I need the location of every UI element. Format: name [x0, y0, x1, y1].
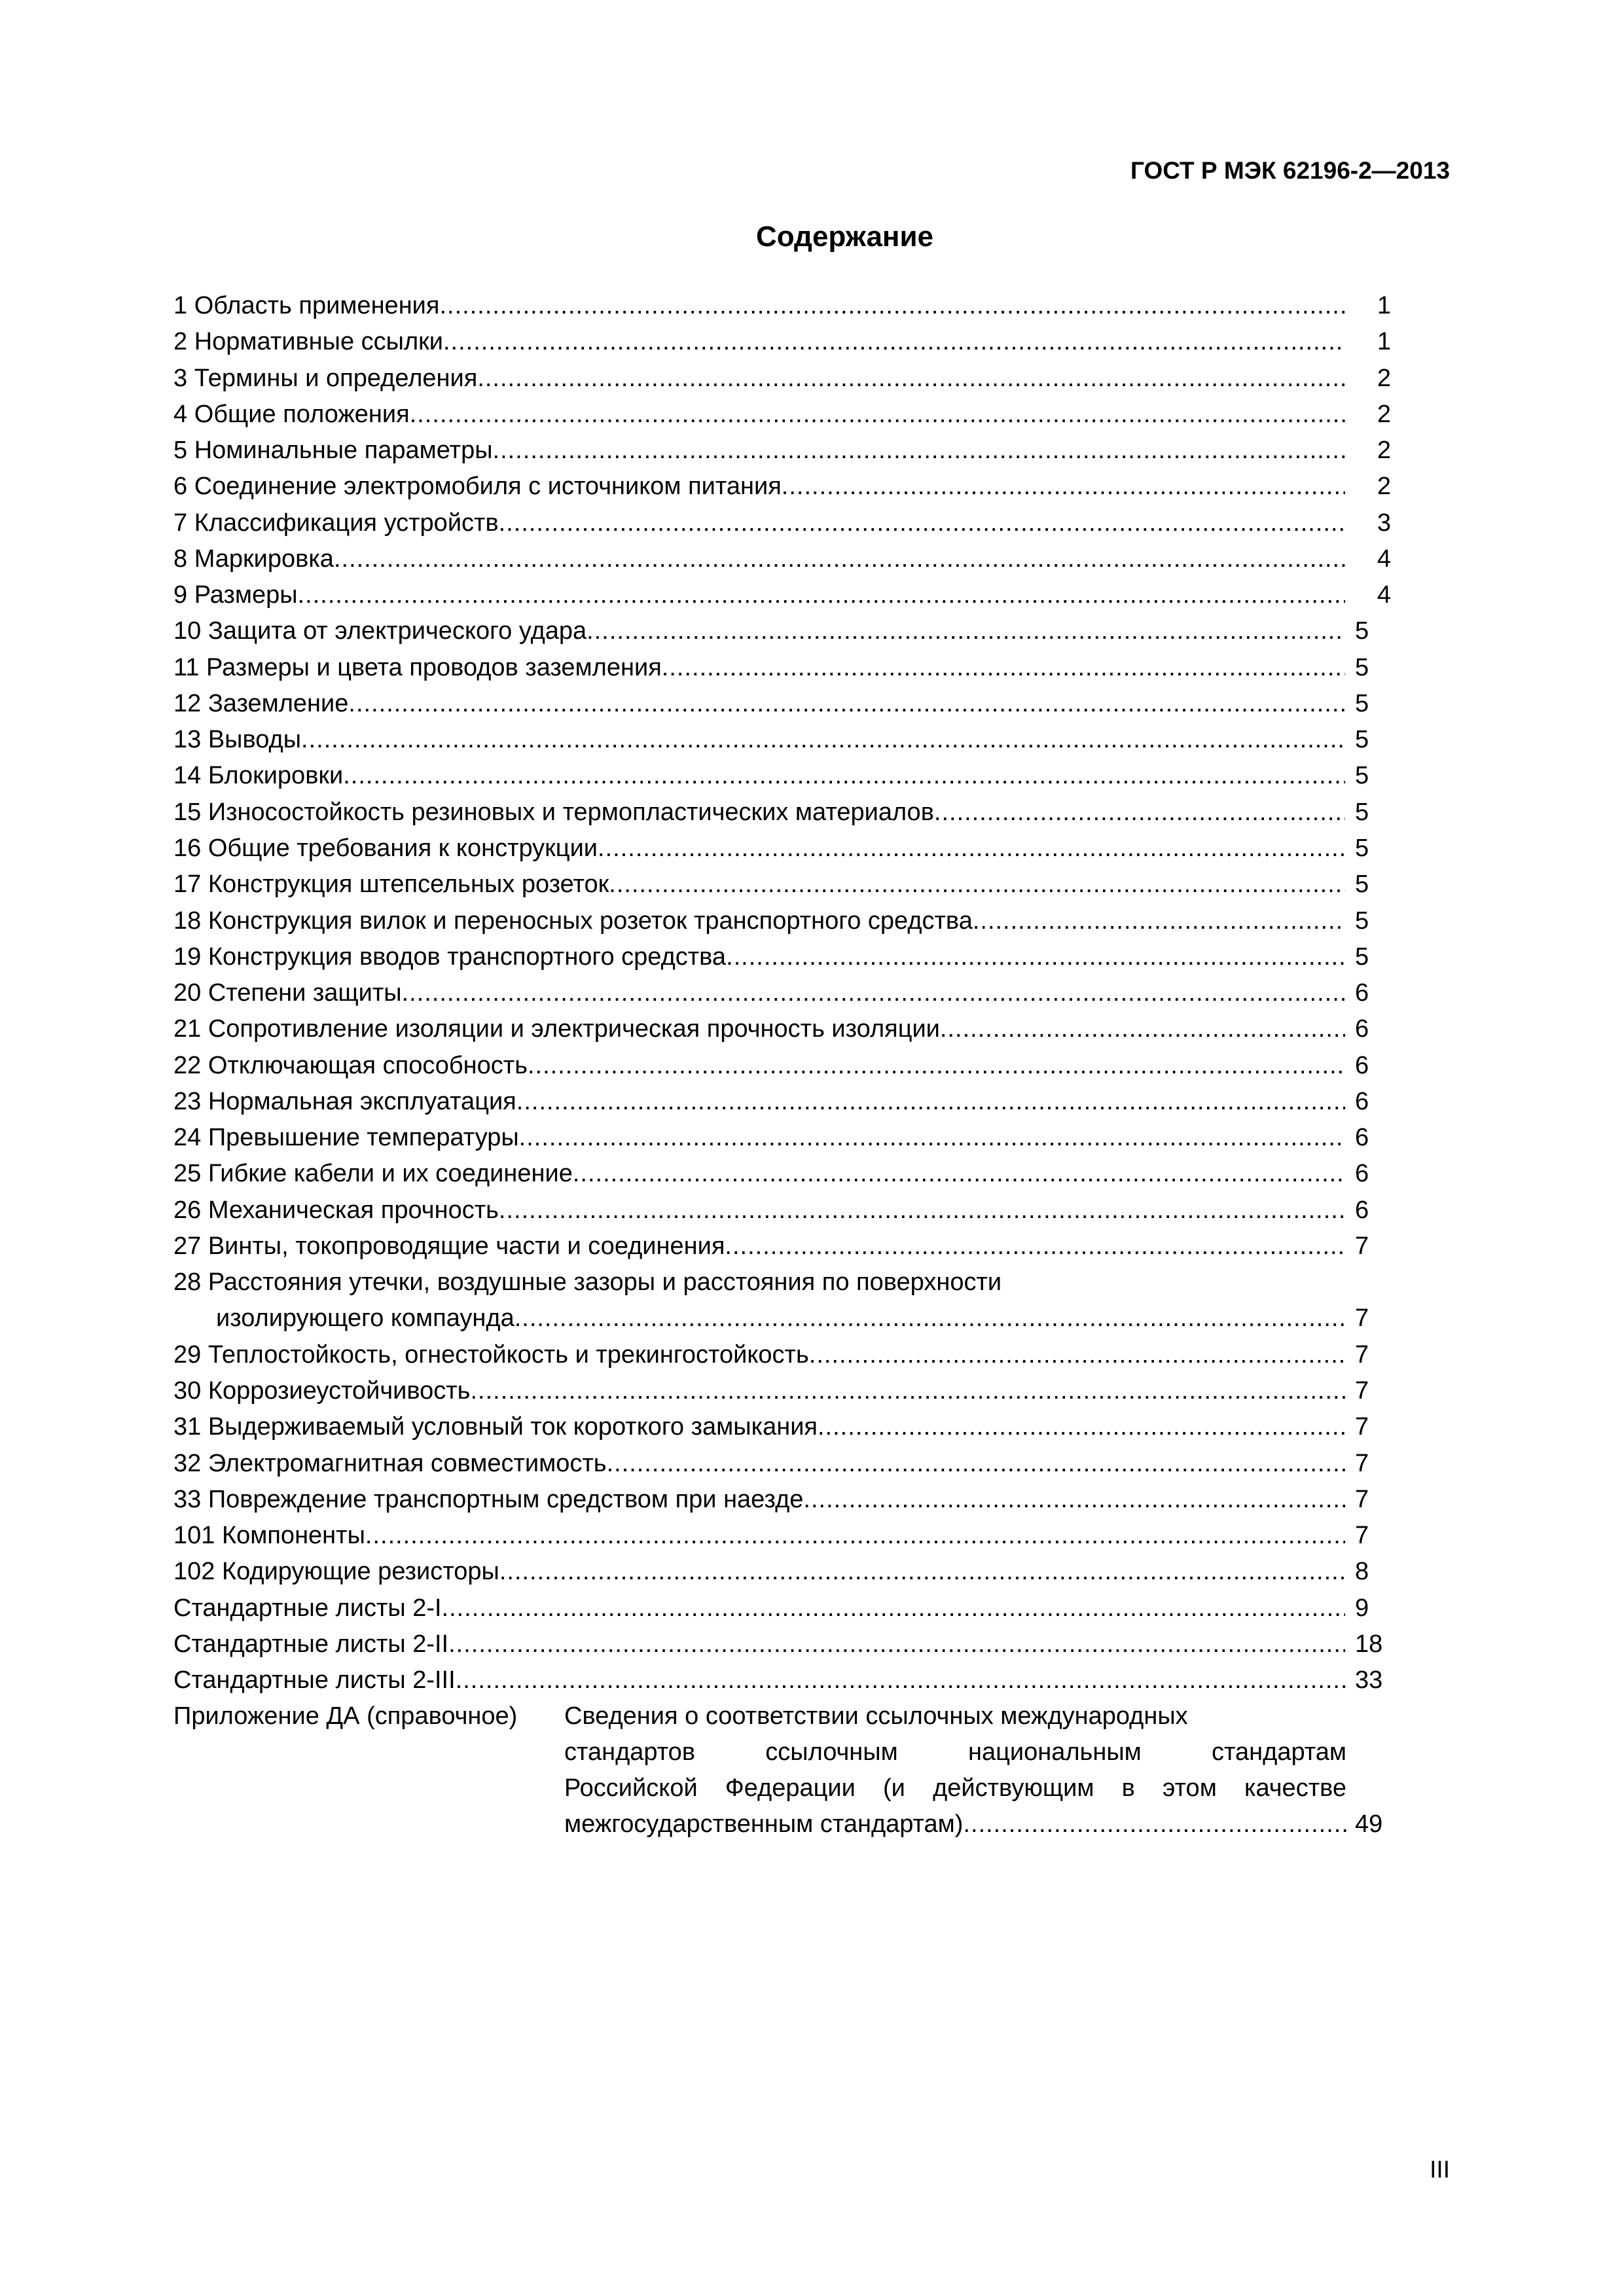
toc-entry-page: 2: [1377, 364, 1391, 392]
toc-entry-label: 15 Износостойкость резиновых и термопластических материалов .....: [173, 795, 1345, 831]
toc-entry-label: 26 Механическая прочность .....: [173, 1193, 1345, 1229]
toc-entry[interactable]: [173, 686, 1391, 722]
toc-entry-page: 7: [1355, 1376, 1369, 1405]
toc-entry[interactable]: [173, 1229, 1391, 1265]
toc-entry-label: 33 Повреждение транспортным средством при наезде .....: [173, 1482, 1345, 1518]
toc-entry[interactable]: [173, 1409, 1391, 1445]
toc-entry-page: 7: [1355, 1449, 1369, 1477]
toc-entry-page: 5: [1355, 906, 1369, 935]
toc-entry-page: 3: [1377, 509, 1391, 537]
toc-entry[interactable]: [173, 1011, 1391, 1047]
toc-entry[interactable]: [173, 903, 1391, 939]
toc-entry-label: Стандартные листы 2-I .....: [173, 1590, 1345, 1626]
toc-entry-page: 4: [1377, 545, 1391, 573]
toc-entry-page: 2: [1377, 473, 1391, 501]
toc-entry-label: 28 Расстояния утечки, воздушные зазоры и расстояния по поверхности: [173, 1268, 1002, 1297]
appendix-title-line: Российской Федерации (и действующим в этом качестве: [564, 1774, 1346, 1803]
toc-entry-label: 19 Конструкция вводов транспортного средства .....: [173, 939, 1345, 975]
toc-entry-label: 23 Нормальная эксплуатация .....: [173, 1084, 1345, 1120]
toc-entry-page: 6: [1355, 1015, 1369, 1043]
toc-entry[interactable]: [173, 1084, 1391, 1120]
toc-entry-page: 7: [1355, 1522, 1369, 1550]
toc-appendix-entry[interactable]: [173, 1698, 1391, 1843]
table-of-contents: [173, 288, 1391, 1843]
toc-entry[interactable]: [173, 288, 1391, 324]
toc-entry[interactable]: [173, 469, 1391, 505]
toc-entry-page: 1: [1377, 292, 1391, 319]
toc-entry-page: 6: [1355, 1051, 1369, 1079]
toc-entry[interactable]: [173, 1048, 1391, 1084]
toc-entry-label: 25 Гибкие кабели и их соединение .....: [173, 1156, 1345, 1192]
toc-entry-page: 7: [1355, 1232, 1369, 1260]
toc-entry-label: 24 Превышение температуры .....: [173, 1120, 1345, 1156]
toc-entry-page: 6: [1355, 979, 1369, 1007]
toc-entry[interactable]: [173, 1193, 1391, 1229]
toc-entry-label: 5 Номинальные параметры .....: [173, 433, 1345, 469]
toc-entry-page: 7: [1355, 1413, 1369, 1441]
toc-entry[interactable]: [173, 1373, 1391, 1409]
appendix-title-line: Сведения о соответствии ссылочных международных: [564, 1702, 1188, 1731]
toc-entry[interactable]: [173, 1482, 1391, 1518]
toc-entry-label: 27 Винты, токопроводящие части и соединения .....: [173, 1229, 1345, 1265]
toc-entry-page: 7: [1355, 1485, 1369, 1513]
toc-entry-label: 17 Конструкция штепсельных розеток .....: [173, 867, 1345, 903]
toc-entry-label: 20 Степени защиты .....: [173, 975, 1345, 1011]
toc-entry-page: 49: [1355, 1810, 1383, 1839]
toc-entry-label: Стандартные листы 2-III .....: [173, 1662, 1345, 1698]
toc-entry-label: 4 Общие положения .....: [173, 397, 1345, 433]
toc-entry-page: 18: [1355, 1630, 1383, 1658]
toc-entry-page: 5: [1355, 726, 1369, 754]
toc-entry[interactable]: [173, 831, 1391, 867]
toc-entry-page: 7: [1355, 1304, 1369, 1333]
toc-entry[interactable]: [173, 722, 1391, 758]
toc-entry-page: 5: [1355, 762, 1369, 790]
toc-entry[interactable]: [173, 577, 1391, 613]
toc-entry[interactable]: [173, 795, 1391, 831]
toc-entry[interactable]: [173, 1265, 1391, 1300]
page-number: III: [1430, 2156, 1450, 2183]
toc-entry-page: 7: [1355, 1340, 1369, 1369]
toc-entry-page: 2: [1377, 437, 1391, 465]
toc-entry-label: 10 Защита от электрического удара .....: [173, 613, 1345, 649]
toc-entry-page: 6: [1355, 1087, 1369, 1115]
toc-entry[interactable]: [173, 541, 1391, 577]
toc-entry-label: 102 Кодирующие резисторы .....: [173, 1554, 1345, 1590]
appendix-title-line-text: межгосударственным стандартам): [564, 1810, 964, 1839]
toc-entry[interactable]: [173, 505, 1391, 541]
toc-entry-label: изолирующего компаунда .....: [216, 1300, 1345, 1336]
toc-entry-page: 9: [1355, 1594, 1369, 1622]
toc-entry-page: 1: [1377, 328, 1391, 356]
toc-entry[interactable]: [173, 361, 1391, 397]
toc-entry[interactable]: [173, 324, 1391, 360]
toc-entry[interactable]: [173, 1662, 1391, 1698]
toc-entry[interactable]: [173, 1446, 1391, 1482]
toc-entry[interactable]: [173, 433, 1391, 469]
toc-entry-label: 30 Коррозиеустойчивость .....: [173, 1373, 1345, 1409]
toc-entry-page: 4: [1377, 581, 1391, 609]
toc-entry-page: 6: [1355, 1160, 1369, 1188]
toc-entry-label: 31 Выдерживаемый условный ток короткого замыкания .....: [173, 1409, 1345, 1445]
toc-entry-label: 32 Электромагнитная совместимость .....: [173, 1446, 1345, 1482]
toc-entry[interactable]: [173, 397, 1391, 433]
toc-entry[interactable]: [173, 613, 1391, 649]
toc-entry[interactable]: [173, 650, 1391, 686]
toc-entry-label: 6 Соединение электромобиля с источником питания .....: [173, 469, 1345, 505]
toc-entry-label: 101 Компоненты .....: [173, 1518, 1345, 1554]
toc-entry[interactable]: [173, 1554, 1391, 1590]
toc-entry-label: 2 Нормативные ссылки .....: [173, 324, 1345, 360]
toc-entry[interactable]: [173, 867, 1391, 903]
toc-entry-label: 18 Конструкция вилок и переносных розеток транспортного средства .....: [173, 903, 1345, 939]
toc-entry-label: 16 Общие требования к конструкции .....: [173, 831, 1345, 867]
appendix-prefix: Приложение ДА (справочное): [173, 1702, 518, 1731]
toc-entry-continuation[interactable]: [173, 1300, 1391, 1336]
toc-entry[interactable]: [173, 939, 1391, 975]
toc-entry-label: 8 Маркировка .....: [173, 541, 1345, 577]
toc-entry-page: 5: [1355, 798, 1369, 826]
toc-entry-label: 3 Термины и определения .....: [173, 361, 1345, 397]
toc-entry-label: 1 Область применения .....: [173, 288, 1345, 324]
toc-entry-label: 13 Выводы .....: [173, 722, 1345, 758]
toc-entry-label: 12 Заземление .....: [173, 686, 1345, 722]
toc-entry-page: 2: [1377, 400, 1391, 428]
toc-entry-label: 7 Классификация устройств .....: [173, 505, 1345, 541]
toc-entry-label: 11 Размеры и цвета проводов заземления .....: [173, 650, 1345, 686]
toc-entry-page: 5: [1355, 617, 1369, 645]
toc-entry[interactable]: [173, 758, 1391, 794]
appendix-title-line: [564, 1806, 1346, 1842]
toc-entry-label: 14 Блокировки .....: [173, 758, 1345, 794]
toc-entry-label: Стандартные листы 2-II .....: [173, 1626, 1345, 1662]
appendix-title-line: стандартов ссылочным национальным стандартам: [564, 1738, 1346, 1767]
toc-entry-page: 33: [1355, 1666, 1383, 1695]
toc-entry-label: 21 Сопротивление изоляции и электрическая прочность изоляции .....: [173, 1011, 1345, 1047]
toc-entry[interactable]: [173, 1518, 1391, 1554]
toc-entry[interactable]: [173, 975, 1391, 1011]
toc-entry[interactable]: [173, 1590, 1391, 1626]
standard-code: ГОСТ Р МЭК 62196-2—2013: [1130, 157, 1450, 184]
toc-entry-label: 9 Размеры .....: [173, 577, 1345, 613]
toc-entry-page: 5: [1355, 870, 1369, 899]
toc-entry-label: 29 Теплостойкость, огнестойкость и трекингостойкость .....: [173, 1337, 1345, 1373]
toc-entry[interactable]: [173, 1156, 1391, 1192]
toc-entry-label: 22 Отключающая способность .....: [173, 1048, 1345, 1084]
page-title: Содержание: [755, 221, 934, 253]
toc-entry-page: 5: [1355, 689, 1369, 717]
toc-entry-page: 6: [1355, 1196, 1369, 1224]
toc-entry-page: 8: [1355, 1558, 1369, 1586]
toc-entry-page: 6: [1355, 1124, 1369, 1152]
toc-entry[interactable]: [173, 1120, 1391, 1156]
toc-entry-page: 5: [1355, 834, 1369, 862]
toc-entry[interactable]: [173, 1337, 1391, 1373]
toc-entry-page: 5: [1355, 653, 1369, 681]
toc-entry[interactable]: [173, 1626, 1391, 1662]
toc-entry-page: 5: [1355, 942, 1369, 971]
